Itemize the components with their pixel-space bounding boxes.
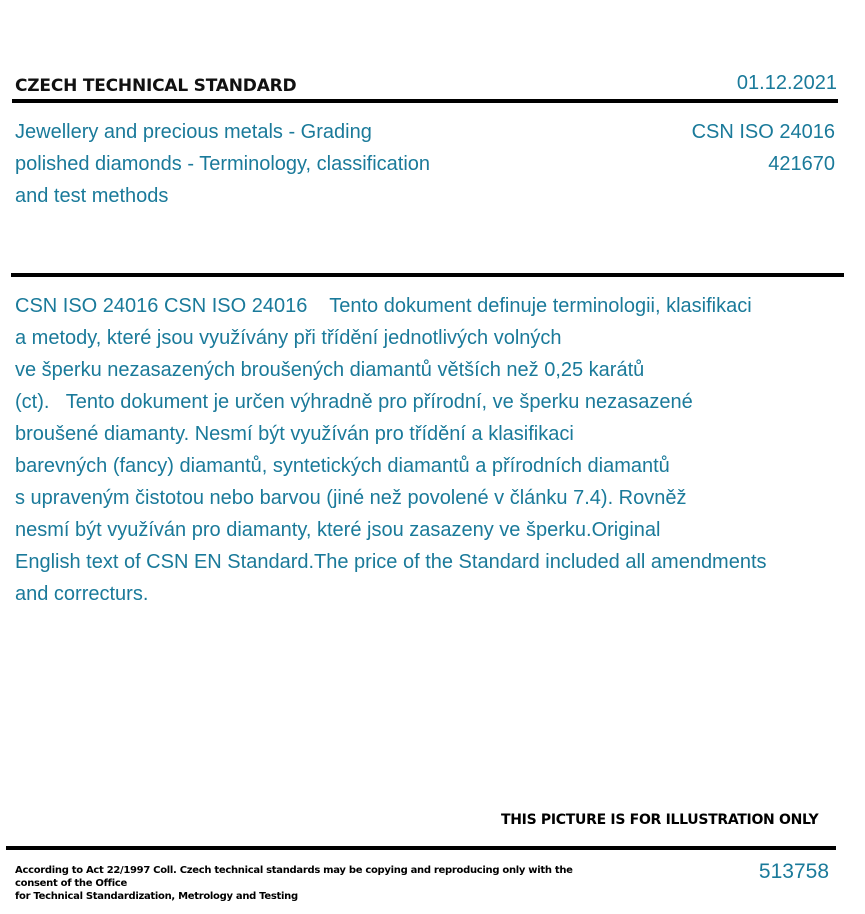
illustration-disclaimer: THIS PICTURE IS FOR ILLUSTRATION ONLY	[501, 812, 819, 828]
description-line: nesmí být využíván pro diamanty, které jsou zasazeny ve šperku.Original	[15, 519, 661, 541]
description-line: CSN ISO 24016 CSN ISO 24016 Tento dokument definuje terminologii, klasifikaci	[15, 295, 752, 317]
standard-title-line: Jewellery and precious metals - Grading	[15, 121, 372, 143]
description-line: (ct). Tento dokument je určen výhradně pro přírodní, ve šperku nezasazené	[15, 391, 693, 413]
header-divider	[12, 99, 838, 103]
standard-codes	[692, 116, 835, 180]
document-type-heading: CZECH TECHNICAL STANDARD	[15, 76, 297, 96]
standard-title-line: polished diamonds - Terminology, classification	[15, 153, 431, 175]
standard-title-line: and test methods	[15, 185, 169, 207]
legal-notice	[15, 864, 615, 903]
title-divider	[11, 273, 844, 277]
description-line: broušené diamanty. Nesmí být využíván pro třídění a klasifikaci	[15, 423, 574, 445]
standard-title	[15, 116, 535, 212]
description-line: s upraveným čistotou nebo barvou (jiné než povolené v článku 7.4). Rovněž	[15, 487, 687, 509]
document-number: 513758	[758, 860, 829, 883]
description-line: a metody, které jsou využívány při třídění jednotlivých volných	[15, 327, 562, 349]
standard-code: CSN ISO 24016	[691, 121, 835, 143]
description-line: and correcturs.	[15, 583, 149, 605]
footer-divider	[6, 846, 836, 850]
publication-date: 01.12.2021	[736, 72, 837, 94]
description-line: English text of CSN EN Standard.The price of the Standard included all amendments	[15, 551, 767, 573]
description-line: barevných (fancy) diamantů, syntetických diamantů a přírodních diamantů	[15, 455, 670, 477]
legal-notice-line: for Technical Standardization, Metrology and Testing	[15, 891, 298, 902]
classification-number: 421670	[768, 153, 835, 175]
standard-description	[15, 290, 845, 610]
description-line: ve šperku nezasazených broušených diamantů větších než 0,25 karátů	[15, 359, 645, 381]
legal-notice-line: According to Act 22/1997 Coll. Czech technical standards may be copying and reproducing only with the consent of the Office	[15, 865, 573, 889]
